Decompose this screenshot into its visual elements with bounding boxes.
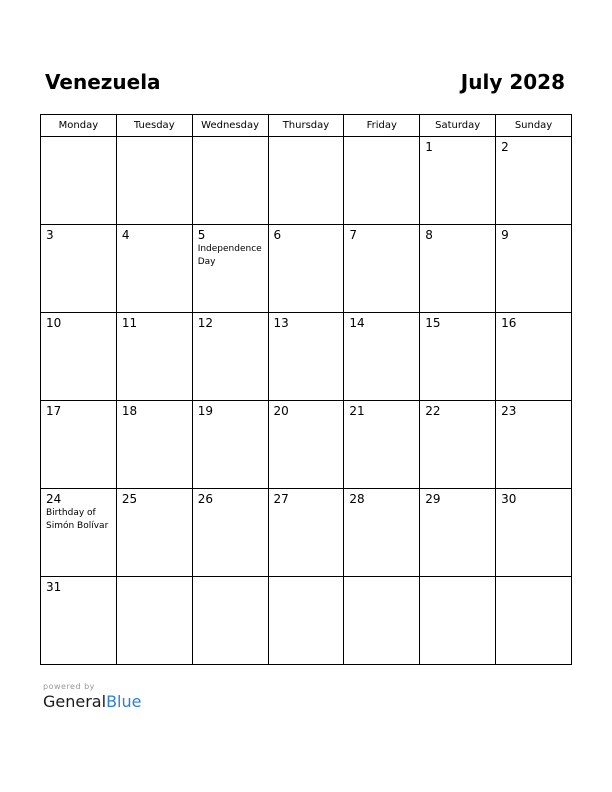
day-cell [41,225,117,313]
day-cell [192,401,268,489]
footer [43,682,141,711]
day-cell [41,401,117,489]
weekday-tuesday: Tuesday [116,115,192,137]
day-cell [268,137,344,225]
day-cell [344,489,420,577]
day-cell [344,401,420,489]
day-cell [420,225,496,313]
day-number: 1 [425,140,433,154]
day-number: 22 [425,404,441,418]
day-cell [420,577,496,665]
day-cell [496,401,572,489]
day-cell [496,489,572,577]
calendar-header [45,70,565,100]
weekday-monday: Monday [41,115,117,137]
day-number: 11 [121,316,138,330]
day-cell [41,577,117,665]
country-title: Venezuela [45,70,161,94]
day-cell [116,489,192,577]
day-number: 25 [121,492,138,506]
day-cell [116,577,192,665]
day-number: 12 [197,316,213,330]
day-number: 10 [46,316,62,330]
day-cell [41,137,117,225]
day-cell [192,137,268,225]
day-number: 27 [273,492,289,506]
logo-blue-text: Blue [106,692,142,711]
day-cell [192,489,268,577]
powered-by-text: powered by [43,682,95,691]
day-cell [41,489,117,577]
day-cell [41,313,117,401]
day-cell [496,577,572,665]
day-cell [420,401,496,489]
day-cell [344,577,420,665]
weekday-thursday: Thursday [268,115,344,137]
day-cell [116,313,192,401]
day-number: 2 [501,140,509,154]
day-number: 30 [501,492,517,506]
day-cell [116,225,192,313]
day-cell [192,225,268,313]
day-number: 29 [425,492,441,506]
day-number: 3 [46,228,54,242]
generalblue-logo[interactable] [43,692,141,711]
day-cell [268,577,344,665]
day-cell [268,225,344,313]
day-number: 13 [273,316,289,330]
day-number: 18 [121,404,138,418]
day-number: 14 [349,316,365,330]
day-cell [116,137,192,225]
day-cell [116,401,192,489]
day-number: 7 [349,228,358,242]
day-cell [496,313,572,401]
weekday-wednesday: Wednesday [192,115,268,137]
day-number: 19 [197,404,213,418]
calendar-body [41,137,572,665]
day-number: 17 [46,404,62,418]
holiday-label: Birthday of Simón Bolívar [46,508,109,531]
day-number: 6 [273,228,282,242]
week-row [41,225,572,313]
day-cell [496,137,572,225]
day-cell [268,489,344,577]
day-number: 4 [121,228,130,242]
day-number: 24 [46,492,62,506]
day-number: 28 [349,492,365,506]
day-number: 5 [197,228,206,242]
day-cell [344,313,420,401]
holiday-label: Independence Day [197,244,262,267]
day-number: 26 [197,492,213,506]
week-row [41,489,572,577]
week-row [41,401,572,489]
day-cell [344,137,420,225]
day-number: 20 [273,404,289,418]
weekday-header-row [41,115,572,137]
day-cell [268,401,344,489]
week-row [41,313,572,401]
week-row [41,577,572,665]
day-number: 23 [501,404,517,418]
day-number: 8 [425,228,433,242]
day-cell [420,489,496,577]
weekday-sunday: Sunday [496,115,572,137]
day-number: 21 [349,404,365,418]
week-row [41,137,572,225]
day-cell [344,225,420,313]
day-cell [192,577,268,665]
calendar-grid [40,114,572,665]
weekday-saturday: Saturday [420,115,496,137]
day-cell [496,225,572,313]
weekday-friday: Friday [344,115,420,137]
day-number: 31 [46,580,62,594]
day-cell [268,313,344,401]
day-cell [420,137,496,225]
day-cell [192,313,268,401]
day-number: 16 [501,316,517,330]
logo-general-text: General [43,692,107,711]
day-number: 9 [501,228,509,242]
day-number: 15 [425,316,441,330]
month-title: July 2028 [460,70,565,94]
day-cell [420,313,496,401]
